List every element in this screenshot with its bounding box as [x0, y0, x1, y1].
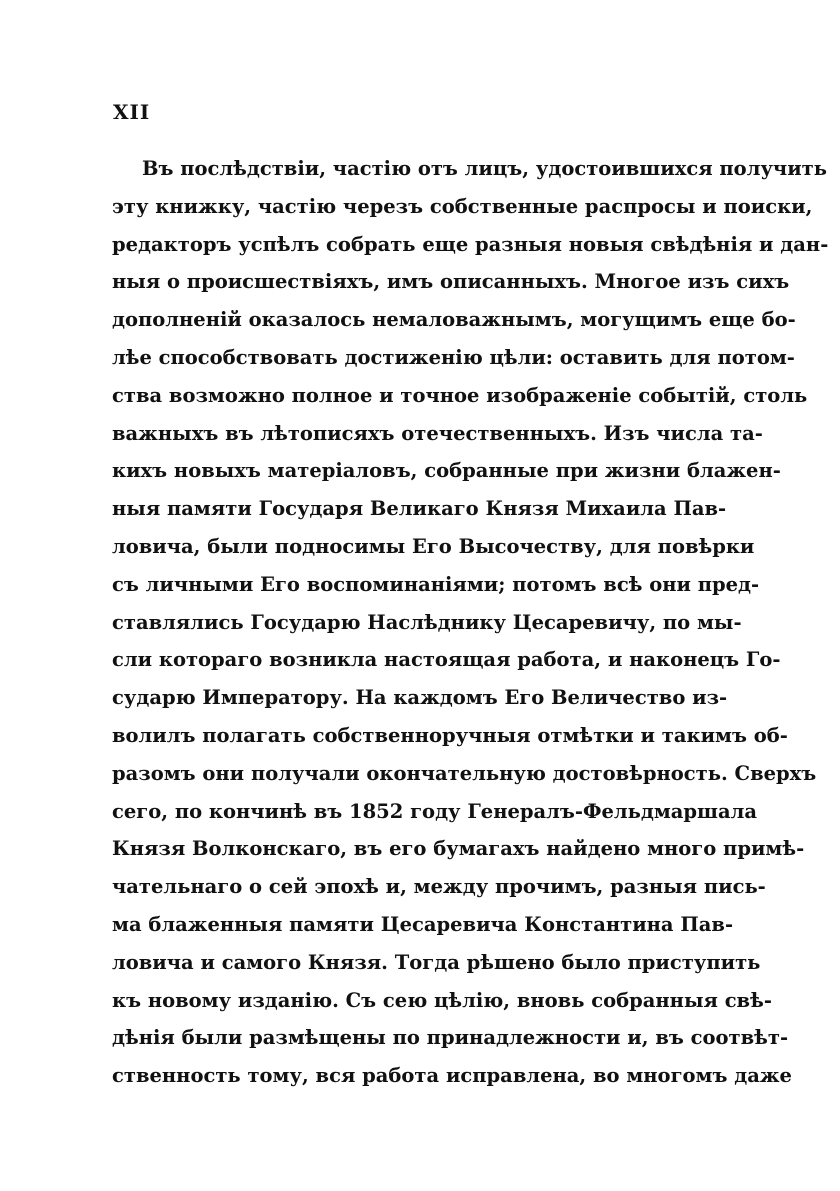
text-line: ныя памяти Государя Великаго Князя Михаила Пав- — [112, 497, 727, 521]
text-line: чательнаго о сей эпохѣ и, между прочимъ, разныя пись- — [112, 875, 766, 899]
text-line: разомъ они получали окончательную достовѣрность. Сверхъ — [112, 761, 817, 785]
text-line: сего, по кончинѣ въ 1852 году Генералъ-Фельдмаршала — [112, 799, 758, 823]
text-line: эту книжку, частію черезъ собственные распросы и поиски, — [112, 194, 813, 218]
text-line: дополненій оказалось немаловажнымъ, могущимъ еще бо- — [112, 308, 796, 332]
text-line: съ личными Его воспоминаніями; потомъ всѣ они пред- — [112, 572, 760, 596]
text-line: важныхъ въ лѣтописяхъ отечественныхъ. Изъ числа та- — [112, 421, 763, 445]
text-line: Въ послѣдствіи, частію отъ лицъ, удостоившихся получить — [142, 157, 827, 180]
text-line: сли котораго возникла настоящая работа, и наконецъ Го- — [112, 648, 781, 672]
text-line: кихъ новыхъ матеріаловъ, собранные при жизни блажен- — [112, 459, 781, 483]
text-line: Князя Волконскаго, въ его бумагахъ найдено много примѣ- — [112, 837, 805, 861]
text-line: сударю Императору. На каждомъ Его Величество из- — [112, 686, 728, 710]
text-line: ловича, были подносимы Его Высочеству, для повѣрки — [112, 534, 755, 558]
text-line: ставлялись Государю Наслѣднику Цесаревичу, по мы- — [112, 610, 742, 634]
text-line: ловича и самого Князя. Тогда рѣшено было приступить — [112, 950, 761, 974]
text-line: ства возможно полное и точное изображеніе событій, столь — [112, 383, 808, 407]
text-line: къ новому изданію. Съ сею цѣлію, вновь собранныя свѣ- — [112, 988, 772, 1012]
text-line: ственность тому, вся работа исправлена, во многомъ даже — [112, 1064, 792, 1088]
body-text — [112, 150, 829, 1095]
text-line: дѣнія были размѣщены по принадлежности и, въ соотвѣт- — [112, 1026, 789, 1050]
text-line: волилъ полагать собственноручныя отмѣтки и такимъ об- — [112, 723, 788, 747]
page-number: XII — [113, 100, 151, 124]
text-line: ныя о происшествіяхъ, имъ описанныхъ. Многое изъ сихъ — [112, 270, 790, 294]
text-line: редакторъ успѣлъ собрать еще разныя новыя свѣдѣнія и дан- — [112, 232, 829, 256]
text-line: лѣе способствовать достиженію цѣли: оставить для потом- — [112, 345, 795, 369]
text-line: ма блаженныя памяти Цесаревича Константина Пав- — [112, 912, 734, 936]
